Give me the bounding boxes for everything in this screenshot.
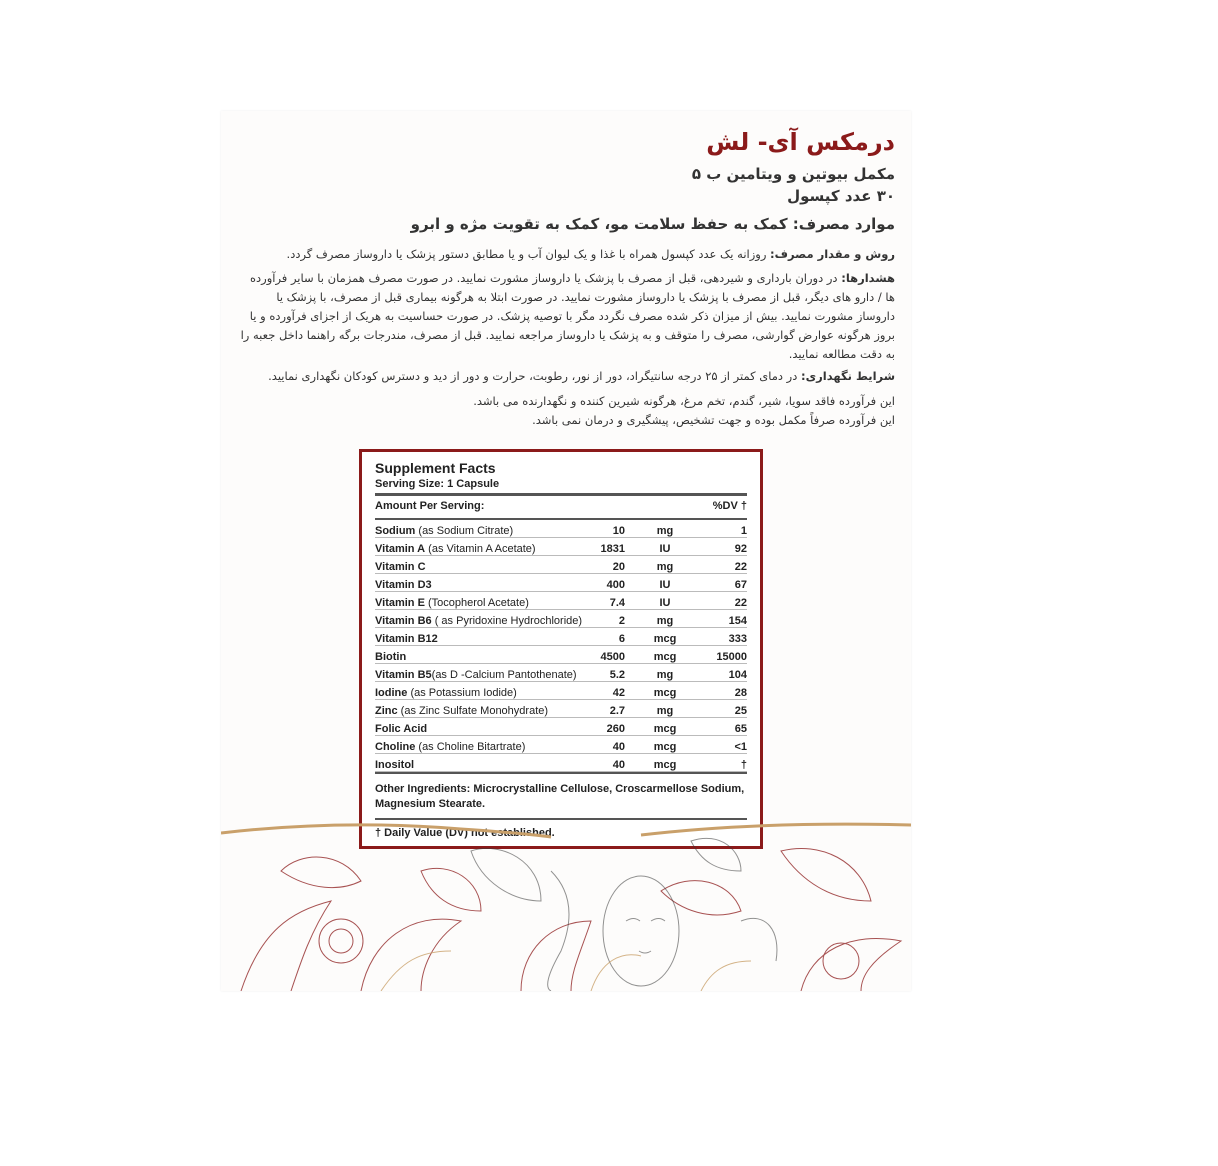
nutrient-source: (as Sodium Citrate): [415, 525, 514, 537]
dv-footnote: † Daily Value (DV) not established.: [375, 818, 747, 839]
nutrient-row: [375, 646, 747, 664]
storage-text: در دمای کمتر از ۲۵ درجه سانتیگراد، دور از نور، رطوبت، حرارت و دور از دید و دسترس کودکان نگهداری نمایید.: [268, 369, 798, 383]
nutrient-unit: mcg: [625, 754, 705, 772]
nutrient-row: [375, 754, 747, 772]
nutrient-row: [375, 718, 747, 736]
nutrient-label: Vitamin A: [375, 543, 426, 555]
storage-paragraph: [237, 367, 895, 386]
nutrient-label: Vitamin E: [375, 597, 425, 609]
dosage-paragraph: [237, 245, 895, 264]
nutrient-amount: 260: [585, 718, 625, 736]
nutrient-label: Sodium: [375, 525, 416, 537]
note-line: این فرآورده صرفاً مکمل بوده و جهت تشخیص، پیشگیری و درمان نمی باشد.: [532, 413, 895, 427]
nutrient-row: [375, 520, 747, 538]
nutrient-row: [375, 628, 747, 646]
nutrient-dv: 22: [705, 592, 747, 610]
nutrient-label: Vitamin C: [375, 561, 426, 573]
nutrient-unit: mcg: [625, 682, 705, 700]
nutrient-dv: 25: [705, 700, 747, 718]
dosage-label: روش و مقدار مصرف:: [770, 247, 895, 261]
nutrient-amount: 2: [585, 610, 625, 628]
dv-header: %DV †: [712, 500, 747, 512]
nutrient-label: Biotin: [375, 651, 407, 663]
nutrient-amount: 10: [585, 520, 625, 538]
nutrient-dv: 104: [705, 664, 747, 682]
nutrient-unit: mcg: [625, 646, 705, 664]
nutrient-label: Inositol: [375, 759, 415, 771]
brand-title: درمکس آی- لش: [706, 128, 895, 156]
nutrient-amount: 1831: [585, 538, 625, 556]
nutrient-dv: 65: [705, 718, 747, 736]
nutrient-row: [375, 682, 747, 700]
nutrient-name: [375, 628, 585, 646]
nutrient-source: (as Choline Bitartrate): [415, 741, 526, 753]
nutrient-amount: 42: [585, 682, 625, 700]
nutrient-row: [375, 700, 747, 718]
nutrient-name: [375, 556, 585, 574]
nutrient-name: [375, 718, 585, 736]
nutrient-name: [375, 682, 585, 700]
product-box-panel: [221, 111, 911, 991]
nutrient-row: [375, 574, 747, 592]
nutrient-dv: 22: [705, 556, 747, 574]
floral-illustration: [221, 811, 911, 991]
nutrient-row: [375, 610, 747, 628]
nutrient-unit: mcg: [625, 628, 705, 646]
nutrient-amount: 2.7: [585, 700, 625, 718]
nutrient-name: [375, 538, 585, 556]
nutrient-unit: mcg: [625, 718, 705, 736]
product-subtitle: مکمل بیوتین و ویتامین ب ۵: [691, 165, 895, 183]
nutrient-amount: 7.4: [585, 592, 625, 610]
nutrient-name: [375, 736, 585, 754]
nutrient-table: [375, 520, 747, 772]
nutrient-name: [375, 700, 585, 718]
nutrient-dv: 154: [705, 610, 747, 628]
nutrient-dv: 92: [705, 538, 747, 556]
notes-block: [237, 392, 895, 430]
nutrient-label: Vitamin B12: [375, 633, 438, 645]
nutrient-unit: IU: [625, 574, 705, 592]
nutrient-unit: mg: [625, 556, 705, 574]
facts-header-row: [375, 493, 747, 520]
nutrient-source: (Tocopherol Acetate): [424, 597, 529, 609]
nutrient-name: [375, 646, 585, 664]
supplement-facts-panel: [359, 449, 763, 849]
nutrient-name: [375, 574, 585, 592]
nutrient-unit: mg: [625, 664, 705, 682]
storage-label: شرایط نگهداری:: [801, 369, 895, 383]
nutrient-row: [375, 664, 747, 682]
nutrient-unit: mcg: [625, 736, 705, 754]
nutrient-label: Folic Acid: [375, 723, 428, 735]
warnings-text: در دوران بارداری و شیردهی، قبل از مصرف با پزشک یا داروساز مشورت نمایید. در صورت مصرف همزمان با سایر فرآورده ها / دارو های دیگر، قبل از مصرف با پزشک یا داروساز مشورت نمایید. در صورت ابتلا به هرگونه بیماری قبل از مصرف، با پزشک یا داروساز مشورت نمایید. بیش از میزان ذکر شده مصرف نگردد مگر با توصیه پزشک. در صورت حساسیت به هریک از اجزای فرآورده و یا بروز هرگونه عوارض گوارشی، مصرف را متوقف و به پزشک یا داروساز مراجعه نمایید. قبل از مصرف، مندرجات برگه راهنما داخل جعبه را به دقت مطالعه نمایید.: [240, 271, 895, 361]
nutrient-dv: 1: [705, 520, 747, 538]
warnings-label: هشدارها:: [841, 271, 895, 285]
nutrient-source: (as Zinc Sulfate Monohydrate): [397, 705, 549, 717]
nutrient-source: (as Vitamin A Acetate): [425, 543, 536, 555]
nutrient-dv: 15000: [705, 646, 747, 664]
nutrient-amount: 40: [585, 736, 625, 754]
warnings-paragraph: [237, 269, 895, 364]
nutrient-unit: mg: [625, 610, 705, 628]
nutrient-name: [375, 592, 585, 610]
nutrient-source: (as D -Calcium Pantothenate): [431, 669, 577, 681]
nutrient-name: [375, 664, 585, 682]
usage-statement: موارد مصرف: کمک به حفظ سلامت مو، کمک به تقویت مژه و ابرو: [410, 215, 895, 233]
nutrient-row: [375, 538, 747, 556]
nutrient-amount: 40: [585, 754, 625, 772]
nutrient-source: (as Potassium Iodide): [407, 687, 517, 699]
nutrient-label: Choline: [375, 741, 416, 753]
capsule-count: ۳۰ عدد کپسول: [787, 187, 895, 205]
nutrient-row: [375, 592, 747, 610]
nutrient-label: Vitamin D3: [375, 579, 432, 591]
dosage-text: روزانه یک عدد کپسول همراه با غذا و یک لیوان آب و یا مطابق دستور پزشک یا داروساز مصرف گردد.: [286, 247, 767, 261]
nutrient-dv: 333: [705, 628, 747, 646]
nutrient-row: [375, 736, 747, 754]
note-line: این فرآورده فاقد سویا، شیر، گندم، تخم مرغ، هرگونه شیرین کننده و نگهدارنده می باشد.: [473, 394, 895, 408]
nutrient-amount: 20: [585, 556, 625, 574]
nutrient-amount: 4500: [585, 646, 625, 664]
nutrient-unit: mg: [625, 700, 705, 718]
nutrient-amount: 5.2: [585, 664, 625, 682]
nutrient-unit: IU: [625, 592, 705, 610]
amount-header: Amount Per Serving:: [375, 500, 485, 512]
nutrient-label: Zinc: [375, 705, 398, 717]
nutrient-dv: 67: [705, 574, 747, 592]
nutrient-amount: 400: [585, 574, 625, 592]
nutrient-unit: mg: [625, 520, 705, 538]
nutrient-dv: †: [705, 754, 747, 772]
nutrient-source: ( as Pyridoxine Hydrochloride): [431, 615, 583, 627]
nutrient-dv: 28: [705, 682, 747, 700]
nutrient-amount: 6: [585, 628, 625, 646]
nutrient-label: Iodine: [375, 687, 408, 699]
facts-title: Supplement Facts: [375, 460, 496, 476]
serving-size: Serving Size: 1 Capsule: [375, 478, 500, 490]
nutrient-name: [375, 520, 585, 538]
nutrient-label: Vitamin B6: [375, 615, 432, 627]
nutrient-label: Vitamin B5: [375, 669, 432, 681]
nutrient-unit: IU: [625, 538, 705, 556]
nutrient-dv: <1: [705, 736, 747, 754]
nutrient-name: [375, 754, 585, 772]
nutrient-name: [375, 610, 585, 628]
other-ingredients: Other Ingredients: Microcrystalline Cellulose, Croscarmellose Sodium, Magnesium Stearate.: [375, 772, 747, 812]
nutrient-row: [375, 556, 747, 574]
